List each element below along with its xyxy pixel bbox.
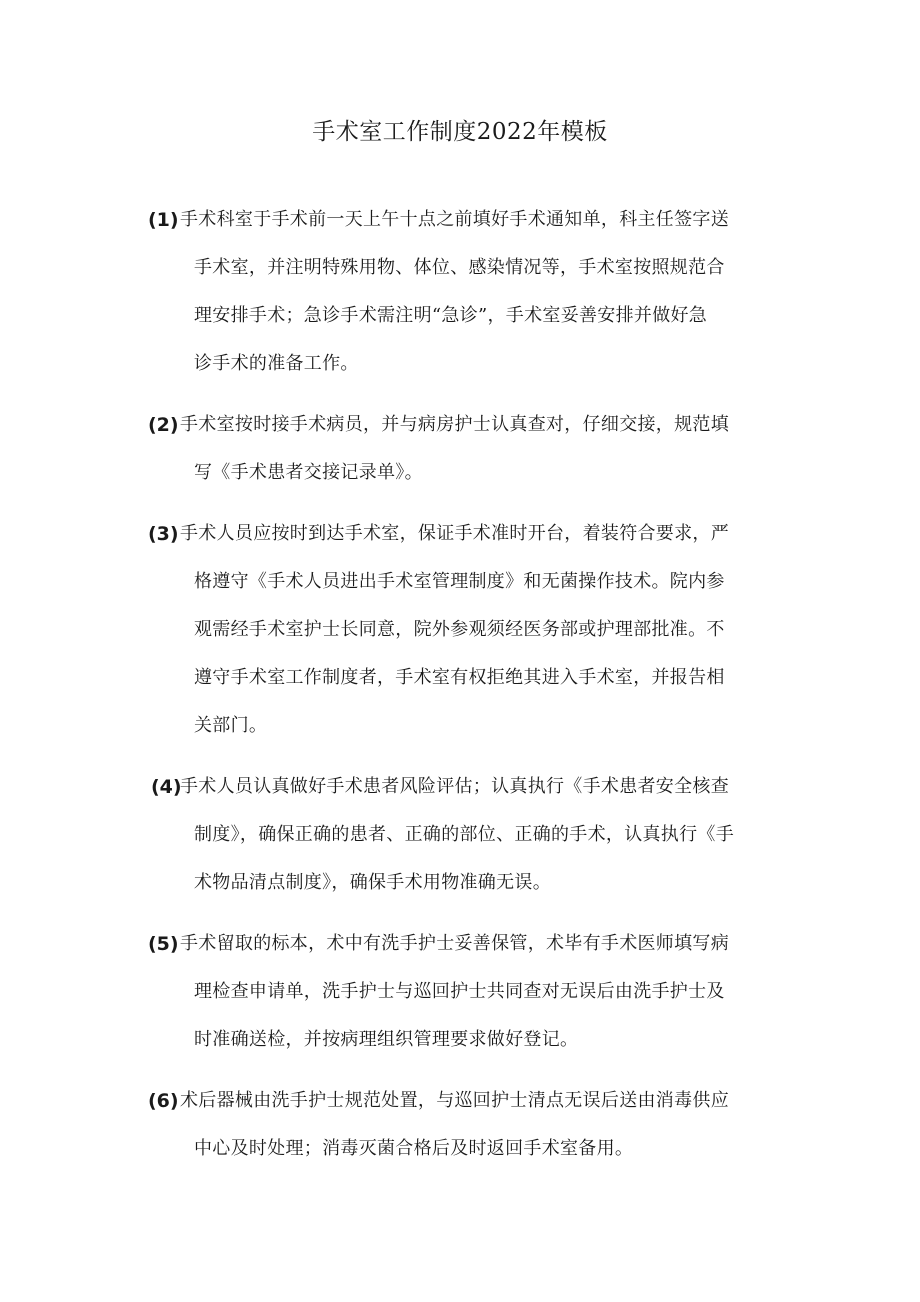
item-number: (4) [151,776,182,798]
list-item [148,920,786,1064]
item-number: (5) [148,933,179,955]
item-text-line: 中心及时处理；消毒灭菌合格后及时返回手术室备用。 [194,1138,634,1159]
item-text-line: 写《手术患者交接记录单》。 [194,462,423,483]
item-text-line: 格遵守《手术人员进出手术室管理制度》和无菌操作技术。院内参 [194,571,725,592]
item-text-line: 术后器械由洗手护士规范处置，与巡回护士清点无误后送由消毒供应 [180,1090,729,1111]
item-text-line: 手术科室于手术前一天上午十点之前填好手术通知单，科主任签字送 [180,209,729,230]
item-number: (3) [148,523,179,545]
list-item [148,401,786,497]
item-text-line: 手术室，并注明特殊用物、体位、感染情况等，手术室按照规范合 [194,257,725,278]
list-item [148,510,786,750]
item-text-line: 制度》，确保正确的患者、正确的部位、正确的手术，认真执行《手 [194,824,734,845]
item-text-line: 理安排手术；急诊手术需注明“急诊”，手术室妥善安排并做好急 [194,305,708,326]
item-number: (6) [148,1090,179,1112]
item-text-line: 手术人员认真做好手术患者风险评估；认真执行《手术患者安全核查 [180,776,729,797]
item-text-line: 时准确送检，并按病理组织管理要求做好登记。 [194,1029,579,1050]
item-number: (1) [148,209,179,231]
rules-list [148,196,786,1186]
item-text-line: 关部门。 [194,715,268,736]
list-item [148,196,786,388]
list-item [148,1077,786,1173]
list-item [148,763,786,907]
item-text-line: 术物品清点制度》，确保手术用物准确无误。 [194,872,551,893]
item-text-line: 手术室按时接手术病员，并与病房护士认真查对，仔细交接，规范填 [180,414,729,435]
item-text-line: 手术留取的标本，术中有洗手护士妥善保管，术毕有手术医师填写病 [180,933,729,954]
item-text-line: 手术人员应按时到达手术室，保证手术准时开台，着装符合要求，严 [180,523,729,544]
item-number: (2) [148,414,179,436]
item-text-line: 遵守手术室工作制度者，手术室有权拒绝其进入手术室，并报告相 [194,667,725,688]
document-title: 手术室工作制度2022年模板 [312,119,608,145]
item-text-line: 观需经手术室护士长同意，院外参观须经医务部或护理部批准。不 [194,619,725,640]
item-text-line: 诊手术的准备工作。 [194,353,359,374]
item-text-line: 理检查申请单，洗手护士与巡回护士共同查对无误后由洗手护士及 [194,981,725,1002]
